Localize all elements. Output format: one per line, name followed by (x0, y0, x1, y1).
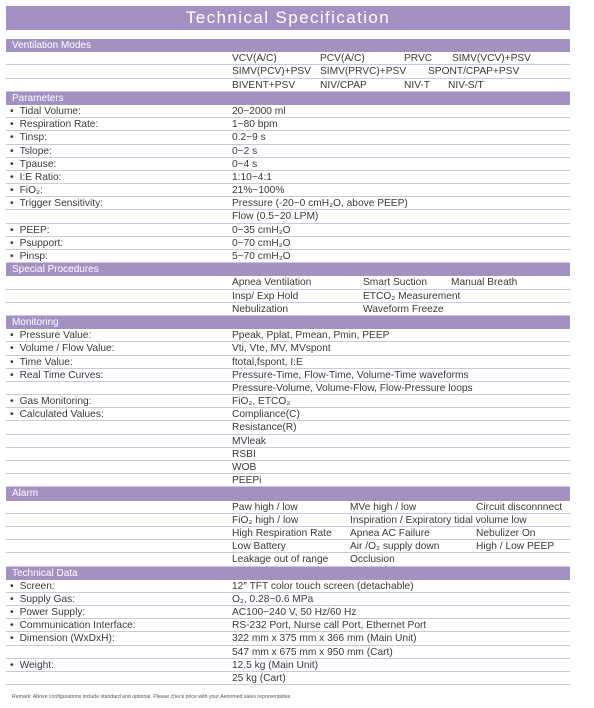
spec-value: WOB (232, 462, 257, 473)
spec-value: O₂, 0.28~0.6 MPa (232, 593, 314, 605)
spec-row (6, 250, 570, 263)
remark-note: Remark: Above configurations include standard and optional. Please check price with your Aeonmed sales representative. (12, 694, 292, 700)
spec-row (6, 514, 570, 527)
spec-value: 322 mm x 375 mm x 366 mm (Main Unit) (232, 633, 417, 645)
spec-row (6, 395, 570, 408)
spec-value: RS-232 Port, Nurse call Port, Ethernet Port (232, 620, 427, 632)
spec-row (6, 171, 570, 184)
spec-label: • Power Supply: (10, 606, 85, 619)
spec-value: Paw high / low (232, 501, 298, 513)
spec-value: AC100~240 V, 50 Hz/60 Hz (232, 607, 357, 619)
spec-label: • Respiration Rate: (10, 118, 98, 131)
spec-value: NIV-S/T (448, 79, 484, 91)
spec-row (6, 593, 570, 606)
spec-row (6, 632, 570, 645)
spec-row (6, 224, 570, 237)
spec-value: 5~70 cmH₂O (232, 251, 291, 262)
spec-row (6, 646, 570, 659)
spec-value: Leakage out of range (232, 554, 329, 566)
spec-value: 0.2~9 s (232, 132, 266, 144)
spec-row (6, 540, 570, 553)
spec-value: MVleak (232, 435, 266, 447)
spec-value: Occlusion (350, 554, 395, 566)
spec-row (6, 461, 570, 474)
spec-value: PEEPi (232, 475, 262, 487)
spec-row (6, 342, 570, 355)
spec-row (6, 237, 570, 250)
spec-value: High / Low PEEP (476, 541, 555, 553)
spec-table (6, 39, 570, 685)
spec-row (6, 356, 570, 369)
spec-value: BIVENT+PSV (232, 79, 296, 91)
spec-label: • Weight: (10, 659, 54, 672)
spec-value: VCV(A/C) (232, 53, 277, 65)
spec-value: PCV(A/C) (320, 53, 365, 65)
spec-row (6, 382, 570, 395)
spec-label: • Calculated Values: (10, 408, 104, 421)
spec-value: 0~4 s (232, 158, 258, 170)
spec-value: High Respiration Rate (232, 527, 332, 539)
spec-value: 12.5 kg (Main Unit) (232, 659, 319, 671)
spec-row (6, 52, 570, 65)
page-title: Technical Specification (6, 6, 570, 30)
spec-value: 1~80 bpm (232, 119, 278, 131)
spec-row (6, 131, 570, 144)
spec-value: Low Battery (232, 541, 286, 553)
spec-value: 20~2000 ml (232, 105, 286, 117)
spec-value: ftotal,fspont, I:E (232, 356, 303, 368)
spec-value: FiO₂ high / low (232, 514, 299, 526)
spec-row (6, 105, 570, 118)
spec-value: NIV/CPAP (320, 79, 367, 91)
spec-value: Nebulizer On (476, 527, 536, 539)
spec-value: SIMV(VCV)+PSV (452, 53, 531, 65)
spec-value: Nebulization (232, 303, 289, 315)
spec-label: • PEEP: (10, 224, 50, 237)
spec-value: 547 mm x 675 mm x 950 mm (Cart) (232, 646, 393, 658)
spec-value: Compliance(C) (232, 409, 300, 421)
spec-value: Insp/ Exp Hold (232, 290, 299, 302)
spec-label: • Psupport: (10, 237, 63, 250)
spec-label: • Pressure Value: (10, 329, 91, 342)
spec-label: • Tidal Volume: (10, 105, 81, 118)
section-header: Parameters (6, 92, 570, 105)
spec-label: • Screen: (10, 580, 55, 593)
spec-label: • Communication Interface: (10, 619, 136, 632)
spec-row (6, 408, 570, 421)
spec-row (6, 197, 570, 210)
spec-row (6, 619, 570, 632)
spec-row (6, 421, 570, 434)
spec-label: • Time Value: (10, 356, 73, 369)
spec-value: SIMV(PRVC)+PSV (320, 66, 407, 78)
spec-row (6, 276, 570, 289)
spec-label: • Real Time Curves: (10, 369, 103, 382)
section-header: Alarm (6, 487, 570, 500)
spec-row (6, 145, 570, 158)
spec-row (6, 369, 570, 382)
spec-value: Resistance(R) (232, 422, 297, 434)
spec-row (6, 448, 570, 461)
spec-value: 0~2 s (232, 145, 258, 157)
spec-value: Vti, Vte, MV, MVspont (232, 343, 331, 355)
spec-value: Ppeak, Pplat, Pmean, Pmin, PEEP (232, 330, 390, 342)
spec-value: SIMV(PCV)+PSV (232, 66, 311, 78)
spec-value: Pressure-Volume, Volume-Flow, Flow-Pressure loops (232, 382, 473, 394)
spec-label: • Trigger Sensitivity: (10, 197, 103, 210)
spec-value: 1:10~4:1 (232, 171, 272, 183)
spec-value: Air /O₂ supply down (350, 541, 440, 553)
spec-value: PRVC (404, 53, 433, 65)
spec-row (6, 210, 570, 223)
spec-row (6, 435, 570, 448)
spec-row (6, 290, 570, 303)
spec-value: Apnea Ventilation (232, 277, 312, 289)
spec-row (6, 158, 570, 171)
spec-row (6, 606, 570, 619)
spec-value: 0~35 cmH₂O (232, 224, 291, 236)
spec-value: Waveform Freeze (363, 303, 444, 315)
spec-value: RSBI (232, 448, 256, 460)
spec-label: • Dimension (WxDxH): (10, 632, 115, 645)
spec-row (6, 659, 570, 672)
spec-row (6, 65, 570, 78)
spec-row (6, 79, 570, 92)
section-header: Monitoring (6, 316, 570, 329)
spec-value: Inspiration / Expiratory tidal volume low (350, 514, 527, 526)
spec-value: Smart Suction (363, 277, 427, 289)
spec-value: 12″ TFT color touch screen (detachable) (232, 580, 414, 592)
spec-label: • Tslope: (10, 145, 52, 158)
section-header: Ventilation Modes (6, 39, 570, 52)
spec-label: • FiO₂: (10, 184, 43, 197)
spec-value: Circuit disconnnect (476, 501, 563, 513)
spec-row (6, 580, 570, 593)
spec-row (6, 118, 570, 131)
spec-value: Manual Breath (451, 277, 518, 289)
spec-value: Flow (0.5~20 LPM) (232, 211, 319, 223)
spec-label: • Tinsp: (10, 131, 47, 144)
spec-label: • I:E Ratio: (10, 171, 61, 184)
spec-row (6, 553, 570, 566)
spec-value: 21%~100% (232, 185, 285, 197)
spec-row (6, 303, 570, 316)
spec-row (6, 474, 570, 487)
spec-row (6, 527, 570, 540)
spec-label: • Pinsp: (10, 250, 48, 263)
spec-label: • Volume / Flow Value: (10, 342, 115, 355)
spec-row (6, 184, 570, 197)
spec-row (6, 329, 570, 342)
section-header: Special Procedures (6, 263, 570, 276)
section-header: Technical Data (6, 567, 570, 580)
spec-value: 25 kg (Cart) (232, 673, 286, 684)
spec-label: • Gas Monitoring: (10, 395, 92, 408)
spec-value: 0~70 cmH₂O (232, 237, 291, 249)
spec-row (6, 672, 570, 685)
spec-label: • Tpause: (10, 158, 56, 171)
spec-value: Pressure (-20~0 cmH₂O, above PEEP) (232, 198, 408, 210)
spec-label: • Supply Gas: (10, 593, 75, 606)
spec-value: ETCO₂ Measurement (363, 290, 461, 302)
spec-value: Apnea AC Failure (350, 527, 430, 539)
spec-value: Pressure-Time, Flow-Time, Volume-Time waveforms (232, 369, 469, 381)
spec-value: MVe high / low (350, 501, 417, 513)
spec-row (6, 501, 570, 514)
spec-value: FiO₂, ETCO₂ (232, 396, 291, 408)
spec-value: SPONT/CPAP+PSV (428, 66, 520, 78)
spec-value: NIV-T (404, 79, 431, 91)
